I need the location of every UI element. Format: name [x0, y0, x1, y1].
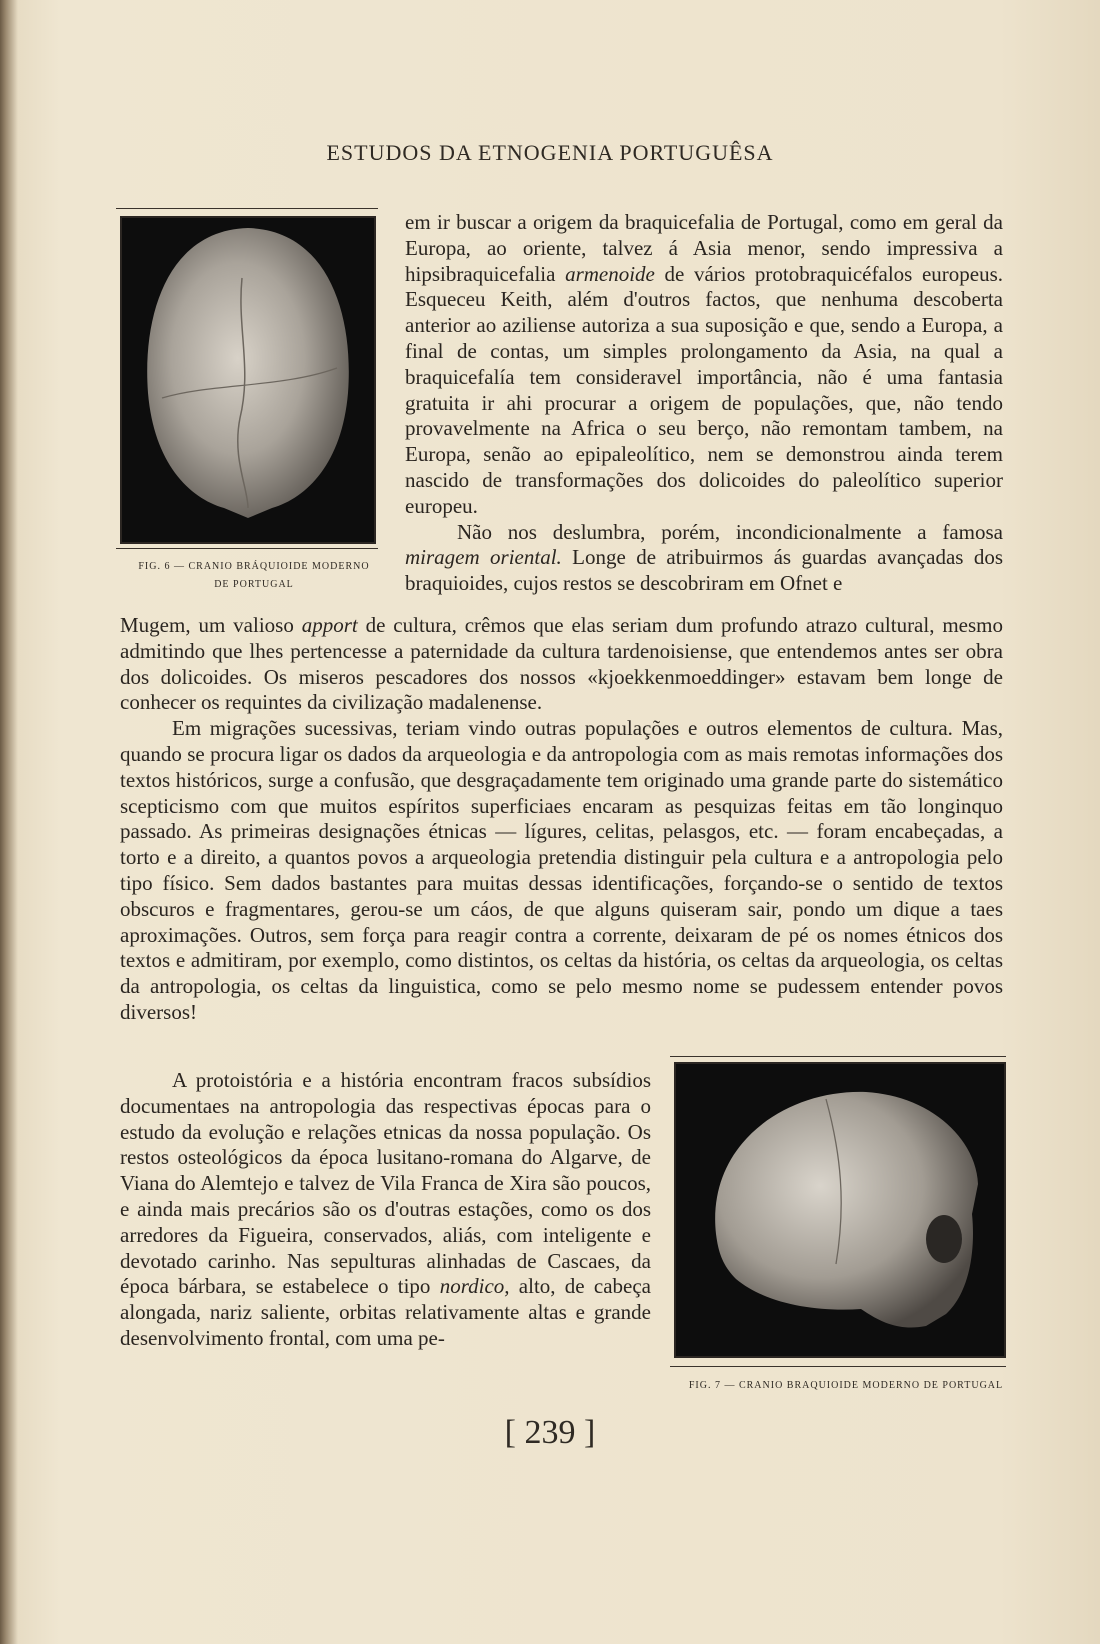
paragraph-3: Em migrações sucessivas, teriam vindo outras populações e outros elementos de cultura. Mas, quando se procura ligar os dados da arqueologia e da antropologia com as mais remotas informações dos textos históricos, surge a confusão, que desgraçadamente tem originado uma grande parte do sistemático scepticismo com que muitos espíritos superficiaes encaram as pesquizas feitas em tão longinquo passado. As primeiras designações étnicas — lígures, celitas, pelasgos, etc. — foram encabeçadas, a torto e a direito, a quantos povos a arqueologia pretendia distinguir pela cultura e a antropologia pelo tipo físico. Sem dados bastantes para muitas dessas identificações, forçando-se o sentido de textos obscuros e fragmentares, gerou-se um cáos, de que alguns quiseram sair, pondo um dique a taes aproximações. Outros, sem força para reagir contra a corrente, deixaram de pé os nomes étnicos dos textos e admitiram, por exemplo, como distintos, os celtas da história, os celtas da arqueologia, os celtas da antropologia, os celtas da linguistica, como se pelo mesmo nome se pudessem entender povos diversos!: [120, 716, 1003, 1024]
fig6-caption-line1: FIG. 6 — CRANIO BRÁQUIOIDE MODERNO: [138, 561, 370, 572]
running-header: ESTUDOS DA ETNOGENIA PORTUGUÊSA: [326, 140, 774, 165]
p4-text-a: A protoistória e a história encontram fracos subsídios documentaes na antropologia das respectivas épocas para o estudo da evolução e relações etnicas da nossa população. Os restos osteológicos da época lusitano-romana do Algarve, de Viana do Alemtejo e talvez de Vila Franca de Xira são poucos, e ainda mais precários são os d'outras estações, como os dos arredores da Figueira, conservados, aliás, com inteligente e devotado carinho. Nas sepulturas alinhadas de Cascaes, da época bárbara, se estabelece o tipo: [120, 1068, 651, 1299]
p1-text-b: de vários protobraquicéfalos europeus. Esqueceu Keith, além d'outros factos, que nenhuma descoberta anterior ao aziliense autoriza a sua suposição e que, sendo a Europa, a final de contas, um simples prolongamento da Asia, na qual a braquicefalía tem consideravel importância, não é uma fantasia gratuita ir ahi procurar a origem de populações, que, não tendo provavelmente na Africa o seu berço, não remontam tambem, na Europa, senão ao epipaleolítico, nem se demonstrou ainda terem nascido de transformações dos dolicoides do paleolítico superior europeu.: [405, 261, 1004, 518]
p2-text-a: Não nos deslumbra, porém, incondicionalmente a famosa: [457, 519, 1003, 544]
fig6-bottom-rule: [116, 548, 378, 549]
fig6-caption: [124, 558, 384, 594]
skull-side-view-image: [676, 1064, 1004, 1356]
p2-italic-2: apport: [301, 613, 358, 637]
page-number: [ 239 ]: [504, 1414, 596, 1451]
fig7-skull-photo: [674, 1062, 1006, 1358]
paragraph-2-cont: [120, 613, 1003, 716]
fig7-top-rule: [670, 1056, 1006, 1057]
p1-text-a: em ir buscar a origem da braquicefalia de Portugal, como em geral da Europa, ao oriente, talvez á Asia menor, sendo impressiva a hipsibraquicefalia: [405, 210, 1003, 286]
p2-text-d: de cultura, crêmos que elas seriam dum profundo atrazo cultural, mesmo admitindo que lhes pertencesse a paternidade da cultura tardenoisiense, que entendemos antes ser obra dos dolicoides. Os miseros pescadores dos nossos «kjoekkenmoeddinger» estavam bem longe de conhecer os requintes da civilização madalenense.: [120, 613, 1004, 715]
paragraph-4: [120, 1068, 651, 1352]
bottom-text-block: [120, 1068, 651, 1352]
fig7-caption: FIG. 7 — CRANIO BRAQUIOIDE MODERNO DE PORTUGAL: [688, 1380, 1004, 1391]
fig6-skull-photo: [120, 216, 376, 544]
p2-text-b: Longe de atribuirmos ás guardas avançadas dos braquioides, cujos restos se descobriram em Ofnet e: [405, 545, 1003, 596]
p2-text-c: Mugem, um valioso: [120, 613, 302, 637]
p1-italic: armenoide: [565, 261, 655, 286]
paragraph-2-start: [405, 520, 1003, 597]
skull-top-view-image: [122, 218, 374, 542]
middle-text-block: [120, 613, 1003, 1026]
p4-italic: nordico,: [439, 1274, 510, 1299]
p2-italic: miragem oriental.: [405, 545, 562, 570]
fig7-bottom-rule: [670, 1366, 1006, 1367]
fig6-top-rule: [116, 208, 378, 209]
fig6-caption-line2: DE PORTUGAL: [214, 579, 294, 590]
p4-text-b: alto, de cabeça alongada, nariz saliente, orbitas relativamente altas e grande desenvolvimento frontal, com uma pe-: [120, 1274, 652, 1350]
paragraph-1: [405, 210, 1003, 520]
top-text-block: [405, 210, 1003, 597]
